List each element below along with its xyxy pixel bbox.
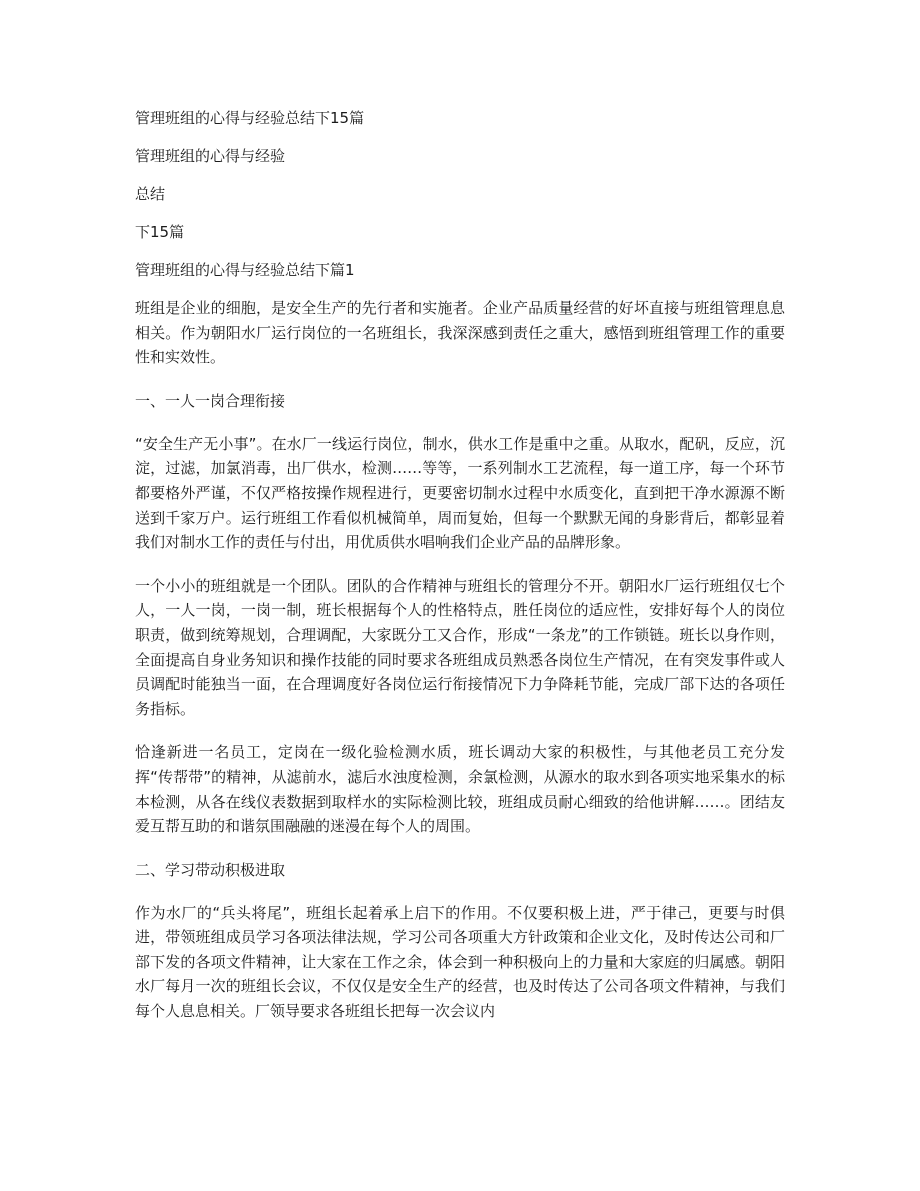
intro-paragraph: 班组是企业的细胞，是安全生产的先行者和实施者。企业产品质量经营的好坏直接与班组管理息息相关。作为朝阳水厂运行岗位的一名班组长，我深深感到责任之重大，感悟到班组管理工作的重要性和实效性。 <box>135 299 785 367</box>
document-title: 管理班组的心得与经验总结下15篇 <box>135 109 365 127</box>
section-heading-2: 二、学习带动积极进取 <box>135 860 286 879</box>
section-heading-1: 一、一人一岗合理衔接 <box>135 391 286 410</box>
document-page <box>135 106 785 1043</box>
article-subtitle: 管理班组的心得与经验总结下篇1 <box>135 261 355 279</box>
section1-paragraph-1: “安全生产无小事”。在水厂一线运行岗位，制水，供水工作是重中之重。从取水，配矾，反应，沉淀，过滤，加氯消毒，出厂供水，检测……等等，一系列制水工艺流程，每一道工序，每一个环节都要格外严谨，不仅严格按操作规程进行，更要密切制水过程中水质变化，直到把干净水源源不断送到千家万户。运行班组工作看似机械简单，周而复始，但每一个默默无闻的身影背后，都彰显着我们对制水工作的责任与付出，用优质供水唱响我们企业产品的品牌形象。 <box>135 434 785 552</box>
section1-paragraph-3: 恰逢新进一名员工，定岗在一级化验检测水质，班长调动大家的积极性，与其他老员工充分发挥“传帮带”的精神，从滤前水，滤后水浊度检测，余氯检测，从源水的取水到各项实地采集水的标本检测，从各在线仪表数据到取样水的实际检测比较，班组成员耐心细致的给他讲解……。团结友爱互帮互助的和谐氛围融融的迷漫在每个人的周围。 <box>135 743 785 836</box>
section2-paragraph-1: 作为水厂的“兵头将尾”，班组长起着承上启下的作用。不仅要积极上进，严于律己，更要与时俱进，带领班组成员学习各项法律法规，学习公司各项重大方针政策和企业文化，及时传达公司和厂部下发的各项文件精神，让大家在工作之余，体会到一种积极向上的力量和大家庭的归属感。朝阳水厂每月一次的班组长会议，不仅仅是安全生产的经营，也及时传达了公司各项文件精神，与我们每个人息息相关。厂领导要求各班组长把每一次会议内 <box>135 903 785 1021</box>
title-fragment: 下15篇 <box>135 223 185 241</box>
section1-paragraph-2: 一个小小的班组就是一个团队。团队的合作精神与班组长的管理分不开。朝阳水厂运行班组仅七个人，一人一岗，一岗一制，班长根据每个人的性格特点，胜任岗位的适应性，安排好每个人的岗位职责，做到统筹规划，合理调配，大家既分工又合作，形成“一条龙”的工作锁链。班长以身作则，全面提高自身业务知识和操作技能的同时要求各班组成员熟悉各岗位生产情况，在有突发事件或人员调配时能独当一面，在合理调度好各岗位运行衔接情况下力争降耗节能，完成厂部下达的各项任务指标。 <box>135 576 785 718</box>
title-fragment: 管理班组的心得与经验 <box>135 147 286 165</box>
title-fragment: 总结 <box>135 185 166 203</box>
